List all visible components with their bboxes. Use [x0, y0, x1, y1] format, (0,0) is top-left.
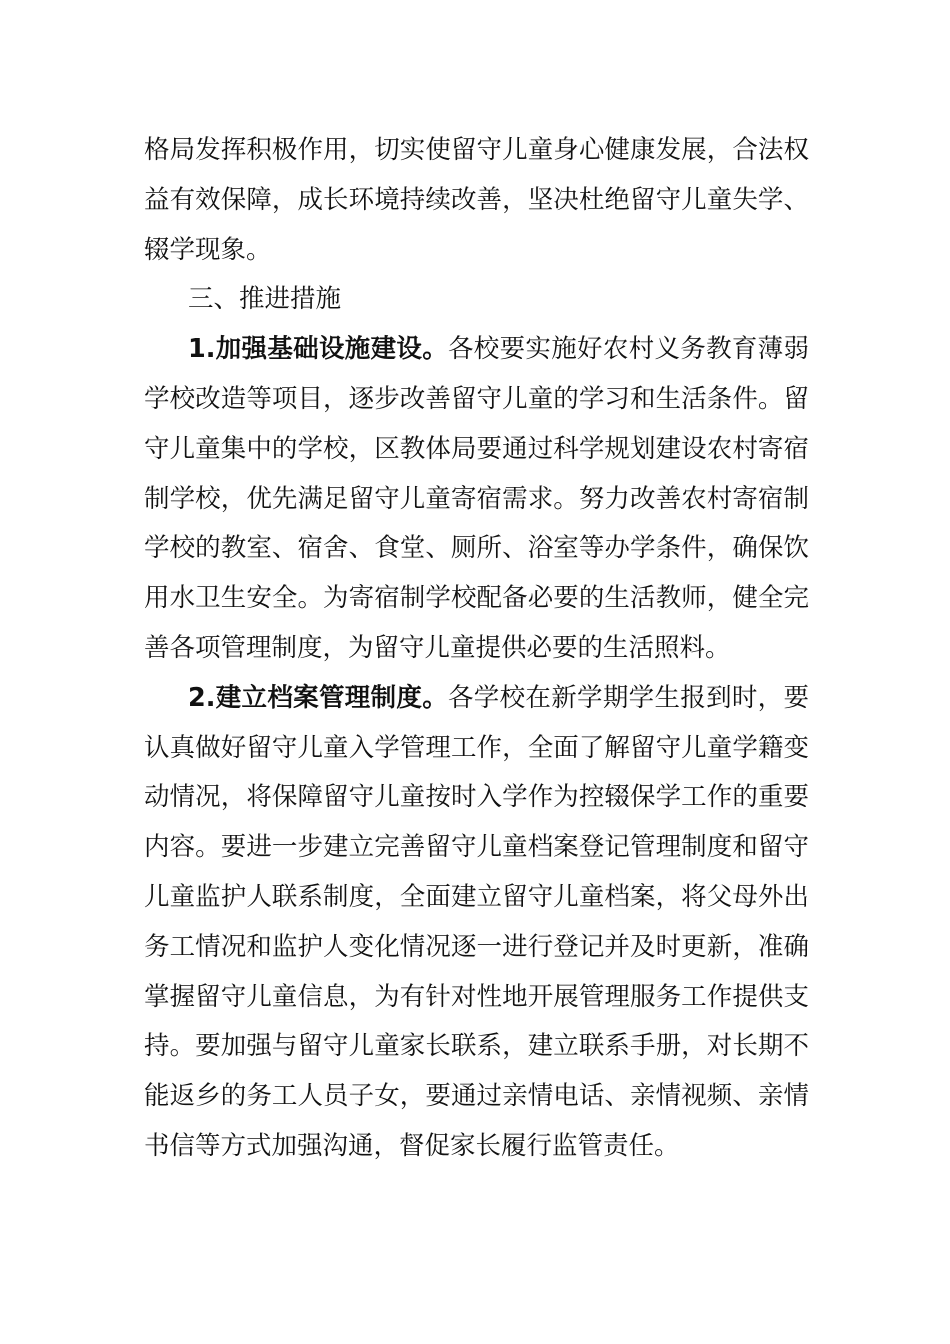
- measure-item-2-title: 2.建立档案管理制度。: [188, 682, 448, 713]
- paragraph-continuation: 格局发挥积极作用，切实使留守儿童身心健康发展，合法权益有效保障，成长环境持续改善，坚决杜绝留守儿童失学、辍学现象。: [144, 135, 809, 265]
- section-heading: 三、推进措施: [188, 284, 342, 315]
- measure-item-2-body: 各学校在新学期学生报到时，要认真做好留守儿童入学管理工作，全面了解留守儿童学籍变动情况，将保障留守儿童按时入学作为控辍保学工作的重要内容。要进一步建立完善留守儿童档案登记管理制度和留守儿童监护人联系制度，全面建立留守儿童档案，将父母外出务工情况和监护人变化情况逐一进行登记并及时更新，准确掌握留守儿童信息，为有针对性地开展管理服务工作提供支持。要加强与留守儿童家长联系，建立联系手册，对长期不能返乡的务工人员子女，要通过亲情电话、亲情视频、亲情书信等方式加强沟通，督促家长履行监管责任。: [144, 682, 809, 1161]
- measure-item-1-title: 1.加强基础设施建设。: [188, 334, 448, 365]
- document-body: [144, 126, 809, 1172]
- measure-item-2: [144, 674, 809, 1172]
- measure-item-1: [144, 325, 809, 674]
- measure-item-1-body: 各校要实施好农村义务教育薄弱学校改造等项目，逐步改善留守儿童的学习和生活条件。留守儿童集中的学校，区教体局要通过科学规划建设农村寄宿制学校，优先满足留守儿童寄宿需求。努力改善农村寄宿制学校的教室、宿舍、食堂、厕所、浴室等办学条件，确保饮用水卫生安全。为寄宿制学校配备必要的生活教师，健全完善各项管理制度，为留守儿童提供必要的生活照料。: [144, 334, 809, 663]
